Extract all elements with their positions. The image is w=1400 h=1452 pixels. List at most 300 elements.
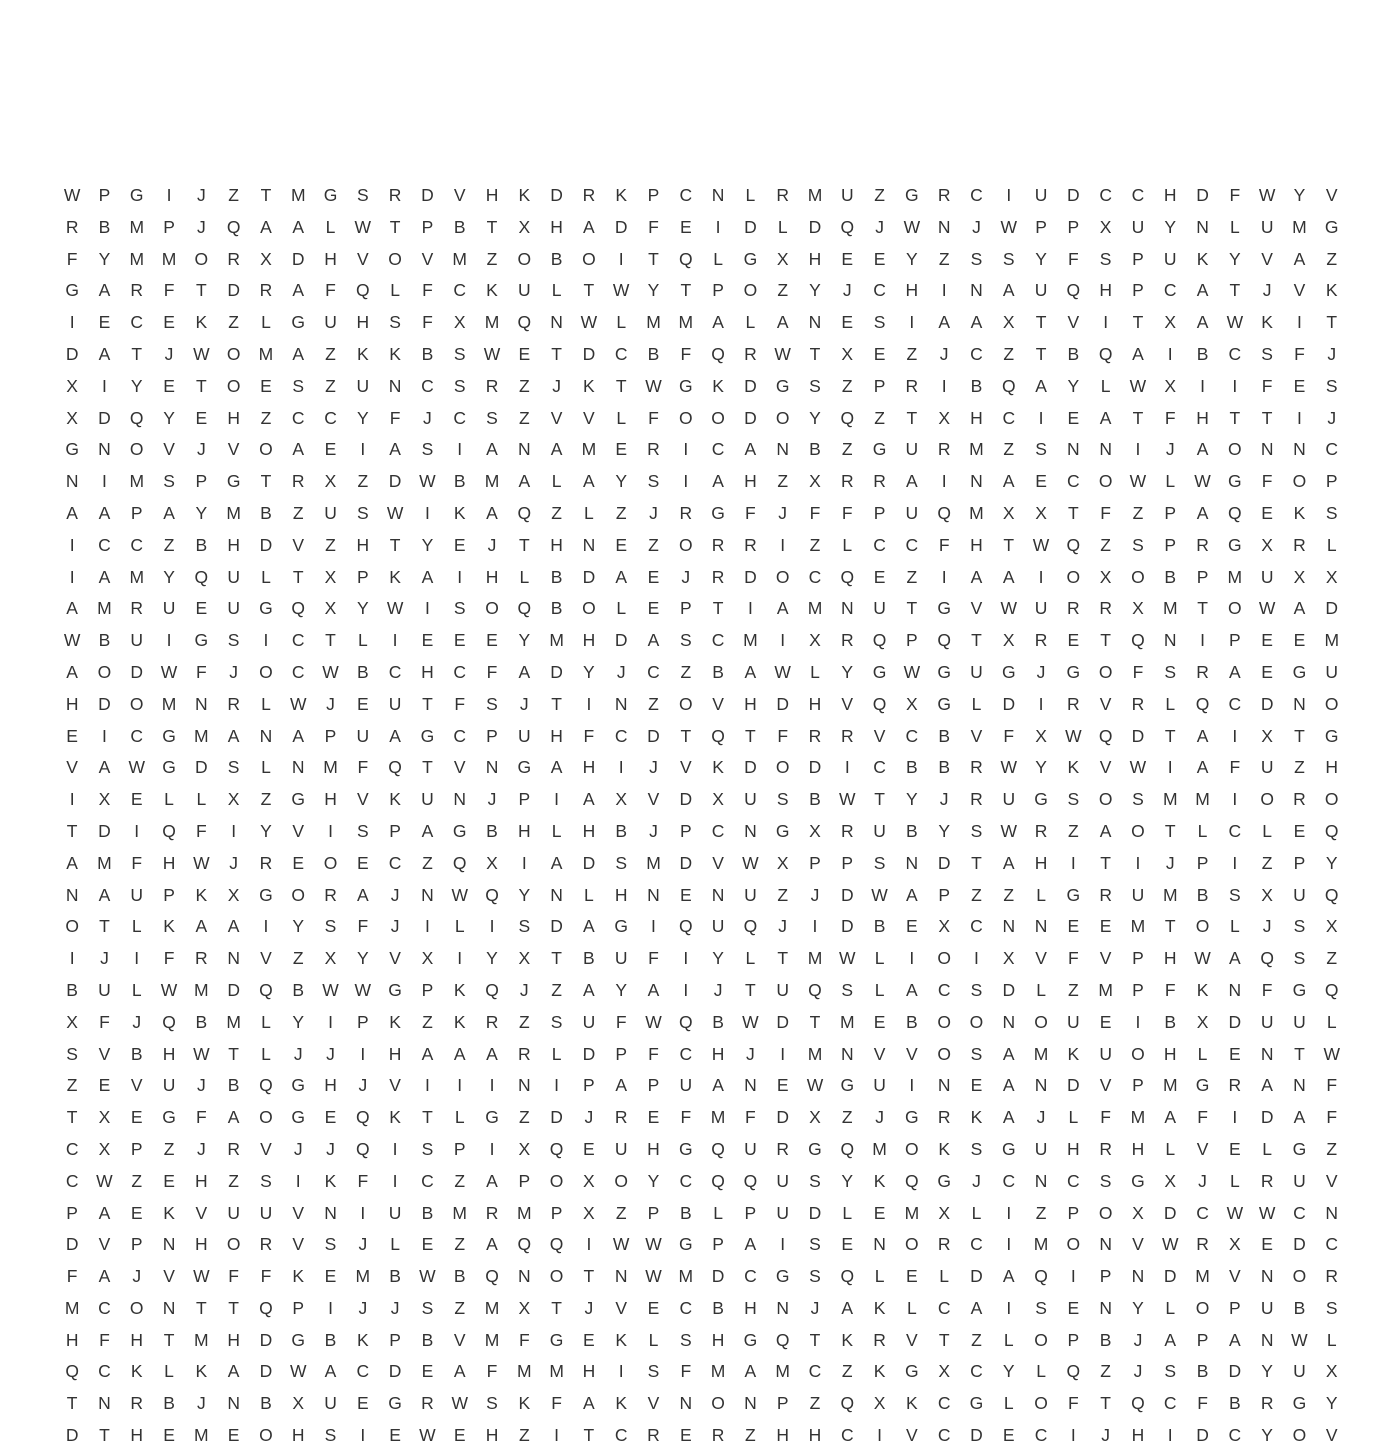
- grid-cell[interactable]: R: [1099, 1138, 1112, 1159]
- grid-cell[interactable]: Q: [1034, 1266, 1048, 1287]
- grid-cell[interactable]: E: [873, 1202, 886, 1223]
- grid-cell[interactable]: S: [1164, 1361, 1177, 1382]
- grid-cell[interactable]: U: [1293, 1170, 1306, 1191]
- grid-cell[interactable]: K: [1196, 979, 1209, 1000]
- grid-cell[interactable]: V: [1325, 1170, 1338, 1191]
- grid-cell[interactable]: U: [614, 1138, 628, 1159]
- grid-cell[interactable]: A: [66, 852, 78, 873]
- grid-cell[interactable]: Y: [1228, 248, 1241, 269]
- grid-cell[interactable]: C: [1325, 1234, 1339, 1255]
- grid-cell[interactable]: R: [1293, 789, 1306, 810]
- grid-cell[interactable]: H: [582, 1361, 596, 1382]
- grid-cell[interactable]: T: [809, 1329, 821, 1350]
- grid-cell[interactable]: E: [615, 439, 628, 460]
- grid-cell[interactable]: Z: [518, 1107, 530, 1128]
- grid-cell[interactable]: G: [1324, 725, 1339, 746]
- grid-cell[interactable]: I: [69, 566, 75, 587]
- grid-cell[interactable]: M: [64, 1297, 80, 1318]
- grid-cell[interactable]: X: [1002, 502, 1015, 523]
- grid-cell[interactable]: A: [1002, 566, 1015, 587]
- grid-cell[interactable]: T: [809, 343, 821, 364]
- grid-cell[interactable]: A: [1002, 1043, 1015, 1064]
- grid-cell[interactable]: P: [356, 566, 369, 587]
- grid-cell[interactable]: K: [970, 1107, 983, 1128]
- grid-cell[interactable]: G: [1324, 216, 1339, 237]
- grid-cell[interactable]: F: [648, 216, 659, 237]
- grid-cell[interactable]: G: [129, 185, 144, 205]
- grid-cell[interactable]: X: [583, 1202, 595, 1223]
- grid-cell[interactable]: S: [1067, 789, 1080, 810]
- grid-cell[interactable]: P: [130, 502, 143, 523]
- grid-cell[interactable]: E: [421, 1361, 434, 1382]
- grid-cell[interactable]: O: [582, 598, 596, 619]
- grid-cell[interactable]: M: [258, 343, 274, 364]
- grid-cell[interactable]: P: [1035, 216, 1047, 237]
- grid-cell[interactable]: T: [195, 280, 207, 301]
- grid-cell[interactable]: K: [841, 1329, 854, 1350]
- grid-cell[interactable]: G: [1228, 471, 1242, 492]
- grid-cell[interactable]: I: [489, 1138, 495, 1159]
- grid-cell[interactable]: W: [386, 598, 404, 619]
- grid-cell[interactable]: V: [356, 248, 369, 269]
- grid-cell[interactable]: Q: [1324, 979, 1339, 1000]
- grid-cell[interactable]: C: [679, 1043, 693, 1064]
- grid-cell[interactable]: G: [743, 248, 758, 269]
- grid-cell[interactable]: I: [457, 1075, 463, 1096]
- grid-cell[interactable]: K: [712, 757, 724, 778]
- grid-cell[interactable]: U: [1131, 216, 1145, 237]
- grid-cell[interactable]: W: [1194, 471, 1211, 492]
- grid-cell[interactable]: V: [292, 820, 305, 841]
- grid-cell[interactable]: X: [324, 566, 337, 587]
- grid-cell[interactable]: U: [324, 312, 337, 333]
- grid-cell[interactable]: I: [618, 1361, 624, 1382]
- grid-cell[interactable]: E: [583, 1329, 595, 1350]
- grid-cell[interactable]: Q: [1131, 630, 1145, 651]
- grid-cell[interactable]: X: [227, 789, 240, 810]
- grid-cell[interactable]: P: [1099, 1266, 1112, 1287]
- grid-cell[interactable]: H: [1131, 1425, 1145, 1446]
- grid-cell[interactable]: T: [809, 1011, 821, 1032]
- grid-cell[interactable]: E: [1067, 630, 1080, 651]
- grid-cell[interactable]: A: [98, 566, 111, 587]
- grid-cell[interactable]: Q: [1001, 375, 1016, 396]
- grid-cell[interactable]: U: [1099, 1043, 1112, 1064]
- grid-cell[interactable]: M: [743, 630, 758, 651]
- grid-cell[interactable]: G: [1001, 661, 1016, 682]
- grid-cell[interactable]: R: [259, 852, 273, 873]
- grid-cell[interactable]: R: [130, 280, 144, 301]
- grid-cell[interactable]: R: [65, 216, 79, 237]
- grid-cell[interactable]: M: [969, 502, 984, 523]
- grid-cell[interactable]: J: [358, 1297, 368, 1318]
- grid-cell[interactable]: Z: [1068, 979, 1079, 1000]
- grid-cell[interactable]: K: [453, 502, 466, 523]
- grid-cell[interactable]: G: [517, 757, 532, 778]
- grid-cell[interactable]: O: [259, 1107, 273, 1128]
- grid-cell[interactable]: G: [259, 598, 273, 619]
- grid-cell[interactable]: U: [1325, 661, 1339, 682]
- grid-cell[interactable]: N: [776, 439, 789, 460]
- grid-cell[interactable]: J: [132, 1266, 142, 1287]
- grid-cell[interactable]: T: [389, 216, 401, 237]
- grid-cell[interactable]: V: [163, 439, 175, 460]
- grid-cell[interactable]: K: [615, 1393, 628, 1414]
- grid-cell[interactable]: F: [99, 1329, 110, 1350]
- grid-cell[interactable]: E: [679, 1425, 692, 1446]
- grid-cell[interactable]: U: [98, 979, 111, 1000]
- grid-cell[interactable]: N: [65, 884, 79, 905]
- grid-cell[interactable]: T: [680, 725, 692, 746]
- grid-cell[interactable]: B: [98, 630, 111, 651]
- grid-cell[interactable]: U: [324, 1393, 337, 1414]
- grid-cell[interactable]: G: [905, 185, 919, 205]
- grid-cell[interactable]: I: [424, 502, 430, 523]
- grid-cell[interactable]: F: [777, 725, 789, 746]
- grid-cell[interactable]: W: [63, 185, 81, 205]
- grid-cell[interactable]: A: [260, 216, 272, 237]
- grid-cell[interactable]: E: [1293, 375, 1306, 396]
- grid-cell[interactable]: D: [582, 1043, 596, 1064]
- grid-cell[interactable]: P: [712, 1234, 724, 1255]
- grid-cell[interactable]: J: [293, 1043, 303, 1064]
- grid-cell[interactable]: Y: [292, 1011, 305, 1032]
- grid-cell[interactable]: U: [679, 1075, 693, 1096]
- grid-cell[interactable]: L: [648, 1329, 659, 1350]
- grid-cell[interactable]: T: [131, 343, 143, 364]
- grid-cell[interactable]: I: [1232, 1107, 1238, 1128]
- grid-cell[interactable]: M: [839, 1011, 855, 1032]
- grid-cell[interactable]: X: [66, 375, 78, 396]
- grid-cell[interactable]: D: [744, 407, 757, 428]
- grid-cell[interactable]: G: [969, 1393, 984, 1414]
- grid-cell[interactable]: N: [1196, 216, 1209, 237]
- grid-cell[interactable]: Y: [1132, 1297, 1144, 1318]
- grid-cell[interactable]: L: [551, 820, 562, 841]
- grid-cell[interactable]: M: [646, 312, 661, 333]
- grid-cell[interactable]: R: [873, 471, 886, 492]
- grid-cell[interactable]: A: [712, 312, 724, 333]
- grid-cell[interactable]: T: [1229, 407, 1241, 428]
- grid-cell[interactable]: A: [453, 1043, 466, 1064]
- grid-cell[interactable]: C: [98, 534, 111, 555]
- grid-cell[interactable]: A: [421, 1043, 434, 1064]
- grid-cell[interactable]: V: [421, 248, 434, 269]
- grid-cell[interactable]: B: [421, 1329, 434, 1350]
- grid-cell[interactable]: M: [517, 1202, 532, 1223]
- grid-cell[interactable]: H: [195, 1234, 208, 1255]
- grid-cell[interactable]: G: [452, 820, 467, 841]
- grid-cell[interactable]: S: [1164, 661, 1177, 682]
- grid-cell[interactable]: O: [1066, 1234, 1081, 1255]
- grid-cell[interactable]: K: [486, 280, 498, 301]
- grid-cell[interactable]: W: [160, 979, 178, 1000]
- grid-cell[interactable]: A: [486, 502, 498, 523]
- grid-cell[interactable]: X: [324, 948, 337, 969]
- grid-cell[interactable]: D: [291, 248, 305, 269]
- grid-cell[interactable]: I: [941, 375, 947, 396]
- grid-cell[interactable]: R: [195, 948, 208, 969]
- grid-cell[interactable]: T: [1164, 725, 1176, 746]
- grid-cell[interactable]: I: [424, 916, 430, 937]
- grid-cell[interactable]: U: [356, 725, 370, 746]
- grid-cell[interactable]: M: [1033, 1043, 1049, 1064]
- grid-cell[interactable]: Q: [840, 1266, 855, 1287]
- grid-cell[interactable]: D: [582, 852, 596, 873]
- grid-cell[interactable]: N: [614, 1266, 628, 1287]
- grid-cell[interactable]: Z: [777, 280, 789, 301]
- grid-cell[interactable]: A: [292, 343, 305, 364]
- grid-cell[interactable]: H: [162, 1043, 176, 1064]
- grid-cell[interactable]: P: [292, 1297, 305, 1318]
- grid-cell[interactable]: I: [618, 757, 624, 778]
- grid-cell[interactable]: V: [356, 789, 369, 810]
- grid-cell[interactable]: M: [549, 1361, 564, 1382]
- grid-cell[interactable]: R: [1260, 1170, 1274, 1191]
- grid-cell[interactable]: E: [873, 343, 886, 364]
- grid-cell[interactable]: X: [518, 1138, 531, 1159]
- grid-cell[interactable]: S: [324, 916, 337, 937]
- grid-cell[interactable]: K: [130, 1361, 143, 1382]
- grid-cell[interactable]: Y: [260, 820, 272, 841]
- grid-cell[interactable]: I: [554, 1425, 560, 1446]
- grid-cell[interactable]: J: [229, 852, 238, 873]
- grid-cell[interactable]: N: [421, 884, 434, 905]
- grid-cell[interactable]: T: [260, 185, 272, 205]
- grid-cell[interactable]: C: [711, 439, 725, 460]
- grid-cell[interactable]: O: [937, 948, 951, 969]
- grid-cell[interactable]: F: [195, 661, 207, 682]
- grid-cell[interactable]: I: [102, 725, 107, 746]
- grid-cell[interactable]: Z: [906, 566, 918, 587]
- grid-cell[interactable]: L: [1068, 1107, 1079, 1128]
- grid-cell[interactable]: M: [452, 248, 467, 269]
- grid-cell[interactable]: A: [389, 725, 401, 746]
- grid-cell[interactable]: K: [1067, 1043, 1080, 1064]
- grid-cell[interactable]: I: [941, 471, 947, 492]
- grid-cell[interactable]: Q: [65, 1361, 79, 1382]
- grid-cell[interactable]: Z: [228, 1170, 239, 1191]
- grid-cell[interactable]: B: [98, 216, 111, 237]
- grid-cell[interactable]: I: [909, 948, 915, 969]
- grid-cell[interactable]: S: [163, 471, 175, 492]
- grid-cell[interactable]: A: [195, 916, 208, 937]
- grid-cell[interactable]: J: [649, 757, 658, 778]
- grid-cell[interactable]: J: [358, 1075, 368, 1096]
- grid-cell[interactable]: M: [355, 1266, 371, 1287]
- grid-cell[interactable]: M: [194, 725, 209, 746]
- grid-cell[interactable]: C: [905, 534, 919, 555]
- grid-cell[interactable]: L: [261, 757, 271, 778]
- grid-cell[interactable]: M: [1162, 789, 1178, 810]
- grid-cell[interactable]: W: [903, 661, 921, 682]
- grid-cell[interactable]: A: [292, 280, 305, 301]
- grid-cell[interactable]: Q: [905, 1170, 919, 1191]
- grid-cell[interactable]: R: [1325, 1266, 1339, 1287]
- grid-cell[interactable]: O: [517, 248, 532, 269]
- grid-cell[interactable]: I: [1006, 1234, 1012, 1255]
- grid-cell[interactable]: Y: [518, 884, 531, 905]
- grid-cell[interactable]: C: [679, 185, 693, 205]
- grid-cell[interactable]: L: [1165, 1297, 1176, 1318]
- grid-cell[interactable]: P: [1067, 216, 1080, 237]
- grid-cell[interactable]: K: [163, 1202, 175, 1223]
- grid-cell[interactable]: X: [615, 789, 628, 810]
- grid-cell[interactable]: N: [1099, 439, 1112, 460]
- grid-cell[interactable]: P: [1132, 280, 1144, 301]
- grid-cell[interactable]: Y: [583, 661, 595, 682]
- grid-cell[interactable]: Z: [809, 1393, 821, 1414]
- grid-cell[interactable]: Y: [518, 630, 531, 651]
- grid-cell[interactable]: W: [645, 1234, 662, 1255]
- grid-cell[interactable]: Z: [1326, 248, 1338, 269]
- grid-cell[interactable]: A: [453, 1361, 466, 1382]
- grid-cell[interactable]: W: [289, 693, 307, 714]
- grid-cell[interactable]: C: [421, 1170, 434, 1191]
- grid-cell[interactable]: H: [421, 661, 434, 682]
- grid-cell[interactable]: I: [1232, 852, 1238, 873]
- grid-cell[interactable]: L: [874, 979, 885, 1000]
- grid-cell[interactable]: H: [582, 630, 596, 651]
- grid-cell[interactable]: X: [1099, 566, 1112, 587]
- grid-cell[interactable]: M: [194, 1329, 209, 1350]
- grid-cell[interactable]: P: [1164, 502, 1177, 523]
- grid-cell[interactable]: D: [937, 852, 951, 873]
- grid-cell[interactable]: T: [195, 375, 207, 396]
- grid-cell[interactable]: Z: [938, 248, 950, 269]
- grid-cell[interactable]: A: [776, 598, 789, 619]
- grid-cell[interactable]: P: [744, 1202, 757, 1223]
- grid-cell[interactable]: D: [1260, 1107, 1274, 1128]
- grid-cell[interactable]: S: [389, 312, 401, 333]
- grid-cell[interactable]: A: [292, 216, 305, 237]
- grid-cell[interactable]: X: [1293, 566, 1306, 587]
- grid-cell[interactable]: Z: [551, 502, 562, 523]
- grid-cell[interactable]: N: [840, 598, 854, 619]
- grid-cell[interactable]: R: [679, 502, 693, 523]
- grid-cell[interactable]: P: [1196, 1329, 1209, 1350]
- grid-cell[interactable]: B: [938, 725, 950, 746]
- grid-cell[interactable]: N: [808, 312, 822, 333]
- grid-cell[interactable]: E: [163, 1425, 175, 1446]
- grid-cell[interactable]: X: [809, 820, 821, 841]
- grid-cell[interactable]: H: [1163, 185, 1177, 205]
- grid-cell[interactable]: O: [1034, 1393, 1048, 1414]
- grid-cell[interactable]: R: [291, 471, 305, 492]
- grid-cell[interactable]: V: [292, 534, 305, 555]
- grid-cell[interactable]: G: [1066, 884, 1081, 905]
- grid-cell[interactable]: M: [129, 566, 145, 587]
- grid-cell[interactable]: A: [906, 979, 918, 1000]
- grid-cell[interactable]: U: [162, 1075, 176, 1096]
- grid-cell[interactable]: Y: [98, 248, 111, 269]
- grid-cell[interactable]: P: [1067, 1329, 1080, 1350]
- grid-cell[interactable]: D: [808, 216, 822, 237]
- grid-cell[interactable]: S: [679, 630, 692, 651]
- grid-cell[interactable]: T: [1261, 407, 1273, 428]
- grid-cell[interactable]: C: [1163, 1393, 1177, 1414]
- grid-cell[interactable]: A: [227, 1107, 240, 1128]
- grid-cell[interactable]: K: [453, 1011, 466, 1032]
- grid-cell[interactable]: C: [1099, 185, 1112, 205]
- grid-cell[interactable]: Y: [906, 248, 918, 269]
- grid-cell[interactable]: R: [388, 185, 402, 205]
- grid-cell[interactable]: U: [130, 884, 144, 905]
- grid-cell[interactable]: U: [582, 1011, 596, 1032]
- grid-cell[interactable]: N: [1260, 439, 1274, 460]
- grid-cell[interactable]: V: [260, 1138, 272, 1159]
- grid-cell[interactable]: Z: [680, 661, 692, 682]
- grid-cell[interactable]: D: [582, 566, 596, 587]
- grid-cell[interactable]: I: [1135, 1011, 1141, 1032]
- grid-cell[interactable]: A: [1002, 471, 1015, 492]
- grid-cell[interactable]: W: [742, 852, 759, 873]
- grid-cell[interactable]: M: [97, 852, 112, 873]
- grid-cell[interactable]: E: [98, 312, 111, 333]
- grid-cell[interactable]: C: [873, 534, 886, 555]
- grid-cell[interactable]: Z: [971, 1329, 982, 1350]
- grid-cell[interactable]: M: [517, 1361, 532, 1382]
- grid-cell[interactable]: D: [614, 216, 628, 237]
- grid-cell[interactable]: D: [744, 757, 757, 778]
- grid-cell[interactable]: G: [226, 471, 241, 492]
- grid-cell[interactable]: A: [292, 439, 305, 460]
- grid-cell[interactable]: S: [1261, 343, 1273, 364]
- grid-cell[interactable]: P: [1132, 248, 1144, 269]
- grid-cell[interactable]: Q: [1260, 948, 1274, 969]
- grid-cell[interactable]: T: [938, 1329, 950, 1350]
- grid-cell[interactable]: R: [1293, 534, 1306, 555]
- grid-cell[interactable]: X: [1261, 725, 1273, 746]
- grid-cell[interactable]: H: [808, 248, 822, 269]
- grid-cell[interactable]: N: [1325, 1202, 1339, 1223]
- grid-cell[interactable]: I: [1200, 630, 1205, 651]
- grid-cell[interactable]: K: [1261, 312, 1273, 333]
- grid-cell[interactable]: Z: [486, 248, 498, 269]
- grid-cell[interactable]: U: [905, 439, 919, 460]
- grid-cell[interactable]: N: [970, 280, 983, 301]
- grid-cell[interactable]: H: [1163, 948, 1177, 969]
- grid-cell[interactable]: P: [389, 820, 401, 841]
- grid-cell[interactable]: T: [971, 852, 982, 873]
- grid-cell[interactable]: T: [906, 407, 918, 428]
- grid-cell[interactable]: T: [745, 725, 756, 746]
- grid-cell[interactable]: U: [1034, 280, 1048, 301]
- grid-cell[interactable]: W: [451, 884, 468, 905]
- grid-cell[interactable]: O: [1292, 1266, 1307, 1287]
- grid-cell[interactable]: C: [1228, 820, 1242, 841]
- grid-cell[interactable]: K: [453, 979, 466, 1000]
- grid-cell[interactable]: H: [485, 1425, 499, 1446]
- grid-cell[interactable]: K: [615, 185, 628, 205]
- grid-cell[interactable]: O: [678, 693, 693, 714]
- grid-cell[interactable]: D: [1228, 1011, 1242, 1032]
- grid-cell[interactable]: A: [98, 757, 111, 778]
- grid-cell[interactable]: M: [194, 1425, 209, 1446]
- grid-cell[interactable]: D: [259, 534, 273, 555]
- grid-cell[interactable]: C: [1325, 439, 1339, 460]
- grid-cell[interactable]: E: [356, 1393, 369, 1414]
- grid-cell[interactable]: I: [392, 1170, 398, 1191]
- grid-cell[interactable]: R: [1099, 598, 1112, 619]
- grid-cell[interactable]: D: [1228, 1361, 1242, 1382]
- grid-cell[interactable]: P: [1325, 471, 1338, 492]
- grid-cell[interactable]: E: [486, 630, 498, 651]
- grid-cell[interactable]: A: [518, 471, 531, 492]
- grid-cell[interactable]: M: [1130, 916, 1146, 937]
- grid-cell[interactable]: G: [420, 725, 435, 746]
- grid-cell[interactable]: D: [679, 852, 693, 873]
